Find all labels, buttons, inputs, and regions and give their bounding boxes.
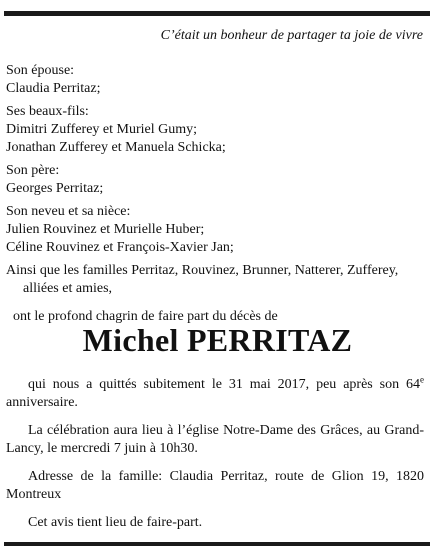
family-group-nephew-niece: [6, 203, 427, 257]
death-text: qui nous a quittés subitement le 31 mai 2017, peu après son 64: [28, 377, 420, 392]
top-rule: [4, 11, 430, 16]
family-group-father: [6, 162, 427, 198]
family-list: [6, 62, 427, 326]
ceremony-paragraph: La célébration aura lieu à l’église Notre-Dame des Grâces, au Grand-Lancy, le mercredi 7 juin à 10h30.: [6, 423, 424, 456]
family-group-stepsons: [6, 103, 427, 157]
family-group-title: Ses beaux-fils:: [6, 104, 89, 119]
ordinal-suffix: e: [420, 374, 424, 385]
death-paragraph: [6, 376, 424, 412]
closing-paragraph: Cet avis tient lieu de faire-part.: [28, 515, 203, 530]
family-member: Georges Perritaz;: [6, 181, 104, 196]
family-member: Dimitri Zufferey et Muriel Gumy;: [6, 122, 198, 137]
family-member: Céline Rouvinez et François-Xavier Jan;: [6, 240, 234, 255]
family-group-spouse: [6, 62, 427, 98]
family-group-title: Son père:: [6, 163, 60, 178]
extended-family: Ainsi que les familles Perritaz, Rouvinez, Brunner, Natterer, Zufferey, alliées et amies,: [6, 263, 399, 296]
family-group-title: Son neveu et sa nièce:: [6, 204, 131, 219]
anniversary-text: anniversaire.: [6, 395, 78, 410]
announcement: ont le profond chagrin de faire part du décès de: [13, 309, 278, 324]
family-member: Jonathan Zufferey et Manuela Schicka;: [6, 140, 226, 155]
bottom-rule: [4, 542, 430, 546]
deceased-name: Michel PERRITAZ: [82, 322, 353, 358]
family-member: Claudia Perritaz;: [6, 81, 101, 96]
notice-body: [6, 376, 424, 542]
family-member: Julien Rouvinez et Murielle Huber;: [6, 222, 205, 237]
family-group-title: Son épouse:: [6, 63, 75, 78]
address-paragraph: Adresse de la famille: Claudia Perritaz, route de Glion 19, 1820 Montreux: [6, 469, 424, 502]
epigraph: C’était un bonheur de partager ta joie de vivre: [160, 28, 423, 43]
